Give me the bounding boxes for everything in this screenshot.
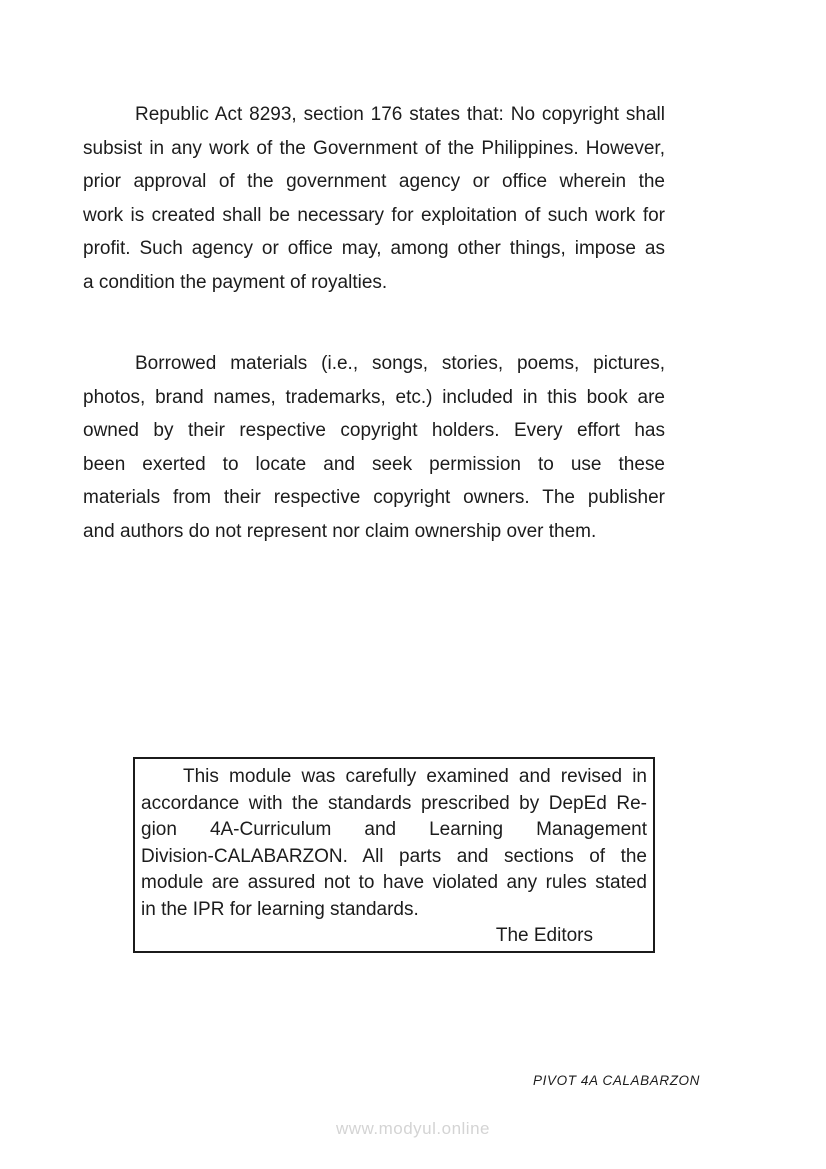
notice-signature: The Editors [495, 925, 593, 946]
paragraph-line: work is created shall be necessary for exploitation of such work for [83, 204, 665, 226]
paragraph-line: photos, brand names, trademarks, etc.) included in this book are [83, 386, 665, 408]
paragraph-line: subsist in any work of the Government of the Philippines. However, [83, 137, 665, 159]
paragraph-copyright-law [83, 98, 665, 299]
notice-line: Division-CALABARZON. All parts and sections of the [141, 845, 647, 867]
paragraph-borrowed-materials [83, 347, 665, 548]
notice-line: gion 4A-Curriculum and Learning Management [141, 819, 647, 840]
notice-line: in the IPR for learning standards. [141, 898, 419, 920]
notice-line: module are assured not to have violated any rules stated [141, 872, 647, 893]
paragraph-line: owned by their respective copyright holders. Every effort has [83, 420, 665, 441]
notice-line: accordance with the standards prescribed by DepEd Re- [141, 792, 647, 814]
notice-box [133, 757, 655, 953]
paragraph-line: and authors do not represent nor claim ownership over them. [83, 520, 597, 542]
paragraph-line: a condition the payment of royalties. [83, 271, 388, 293]
paragraph-line: materials from their respective copyright owners. The publisher [83, 487, 665, 508]
paragraph-line: been exerted to locate and seek permission to use these [83, 453, 665, 475]
watermark-text: www.modyul.online [335, 1119, 490, 1138]
paragraph-line: prior approval of the government agency or office wherein the [83, 171, 665, 192]
paragraph-line: Republic Act 8293, section 176 states that: No copyright shall [135, 104, 665, 125]
notice-line: This module was carefully examined and revised in [183, 766, 647, 787]
paragraph-line: Borrowed materials (i.e., songs, stories, poems, pictures, [135, 353, 665, 374]
paragraph-line: profit. Such agency or office may, among other things, impose as [83, 238, 665, 259]
module-series-label: PIVOT 4A CALABARZON [533, 1073, 700, 1088]
